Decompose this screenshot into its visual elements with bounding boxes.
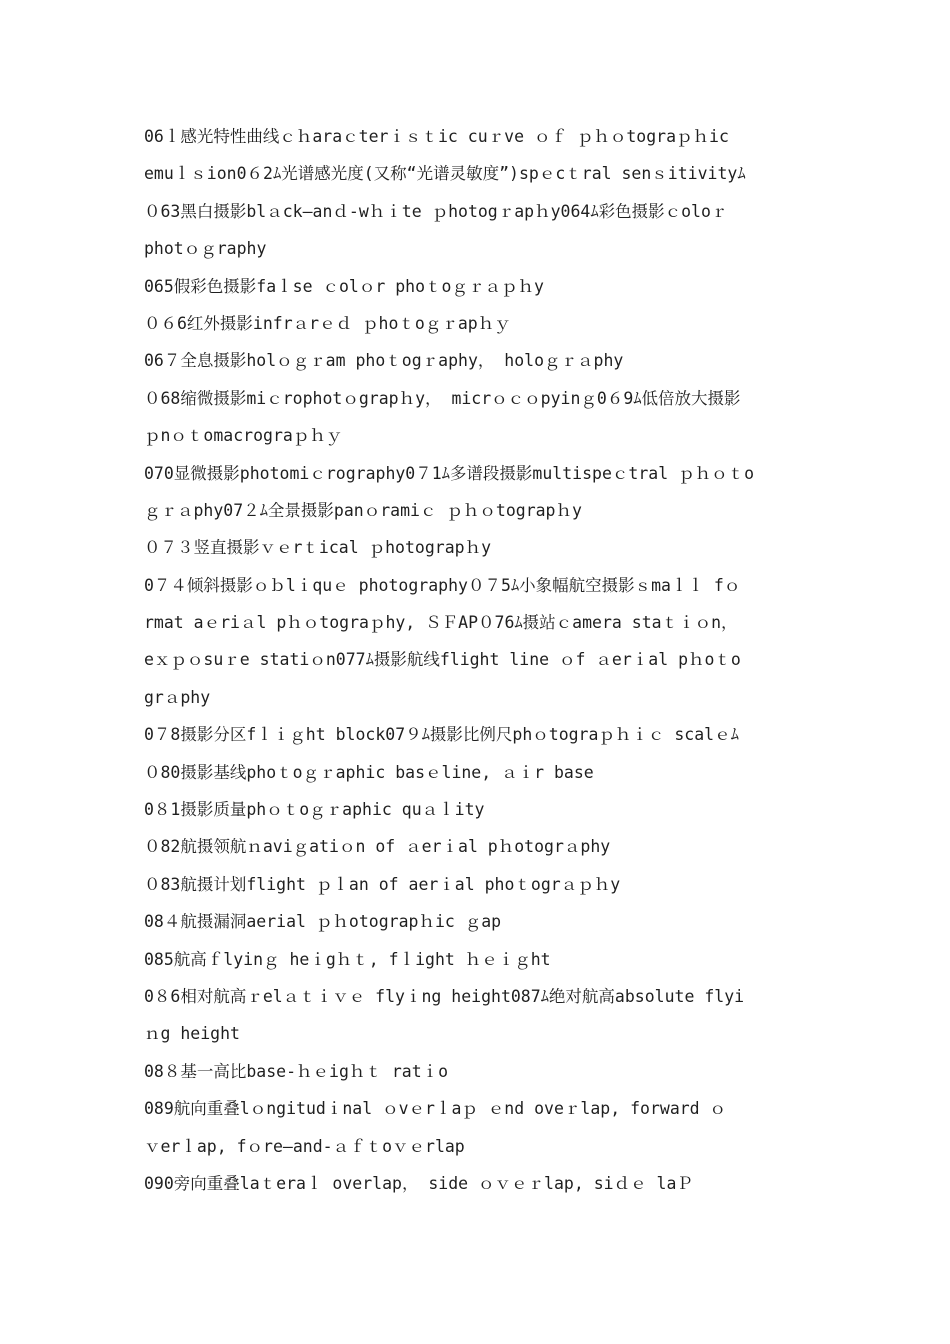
- text-line: 08４航摄漏洞aerial ｐｈotograpｈic ｇap: [144, 912, 502, 932]
- text-line: grａphy: [144, 687, 211, 707]
- glossary-text: [144, 118, 812, 1202]
- text-line: 090旁向重叠laｔeraｌ overlap， side ｏｖｅｒlap, siｄｅ laＰ: [144, 1173, 693, 1193]
- text-line: photｏｇraphy: [144, 239, 267, 259]
- text-line: 070显微摄影photomiｃrography0７1ﾑ多谱段摄影multispeｃtral ｐｈｏｔo: [144, 463, 755, 483]
- text-line: 0８1摄影质量phｏｔoｇｒaphic quａｌity: [144, 800, 485, 820]
- text-line: ｇｒａphy07２ﾑ全景摄影panｏramiｃ ｐｈｏtograpｈy: [144, 500, 582, 520]
- text-line: 0７8摄影分区fｌｉｇht block07９ﾑ摄影比例尺phｏtograｐｈｉｃ scalｅﾑ: [144, 725, 739, 745]
- text-line: ｎg height: [144, 1024, 240, 1044]
- text-line: 089航向重叠lｏngitudｉnal ｏvｅrｌaｐ ｅnd oveｒlap, forward ｏ: [144, 1099, 727, 1119]
- text-line: ０６6红外摄影infrａrｅｄ ｐhoｔoｇｒapｈｙ: [144, 313, 511, 333]
- text-line: ０63黑白摄影blａck—anｄ-wｈｉte ｐhotogｒapｈy064ﾑ彩色摄影ｃoloｒ: [144, 201, 728, 221]
- text-line: 065假彩色摄影faｌse ｃolｏr phoｔoｇｒａｐｈy: [144, 276, 544, 296]
- text-line: eｘｐｏsuｒe statiｏn077ﾑ摄影航线flight line ｏf ａerｉal pｈoｔo: [144, 650, 741, 670]
- text-line: 06ｌ感光特性曲线ｃｈaraｃterｉｓｔic cuｒve ｏｆ ｐｈｏtograｐｈic: [144, 127, 729, 146]
- text-line: ０７３竖直摄影ｖｅrｔical ｐhotograpｈy: [144, 538, 492, 558]
- text-line: 0７４倾斜摄影ｏｂlｉquｅ photography０７5ﾑ小象幅航空摄影ｓmaｌｌ fｏ: [144, 575, 741, 595]
- text-line: ｖerｌap, fｏre—and-ａｆｔoｖｅrlap: [144, 1136, 465, 1156]
- text-line: ０82航摄领航ｎaviｇatiｏn of ａerｉal pｈotogrａphy: [144, 837, 611, 857]
- text-line: ０83航摄计划flight ｐｌan of aerｉal phoｔogrａｐｈy: [144, 874, 621, 894]
- text-line: 0８6相对航高ｒelａｔｉｖｅ flyｉng height087ﾑ绝对航高absolute flyi: [144, 986, 745, 1006]
- text-line: 08８基一高比base-ｈｅigｈｔ ratｉo: [144, 1061, 449, 1081]
- text-line: ｐnｏｔomacrograｐｈｙ: [144, 426, 343, 446]
- text-line: ０68缩微摄影miｃrophotｏgrapｈy， micrｏｃｏpyinｇ0６9ﾑ低倍放大摄影: [144, 388, 741, 408]
- text-line: 085航高ｆlyinｇ heｉgｈｔ, fｌight ｈｅｉｇht: [144, 949, 551, 969]
- text-line: 06７全息摄影holｏｇｒam phoｔogｒaphy， holoｇｒａphy: [144, 351, 624, 371]
- text-line: rmat aｅriａl pｈｏtograｐhy, ＳＦAP０76ﾑ摄站ｃamera staｔｉｏn，: [144, 613, 738, 633]
- text-line: emuｌｓion0６2ﾑ光谱感光度(又称“光谱灵敏度”)spｅcｔral senｓitivityﾑ: [144, 164, 746, 184]
- text-line: ０80摄影基线phoｔoｇｒaphic basｅline, ａｉr base: [144, 762, 594, 782]
